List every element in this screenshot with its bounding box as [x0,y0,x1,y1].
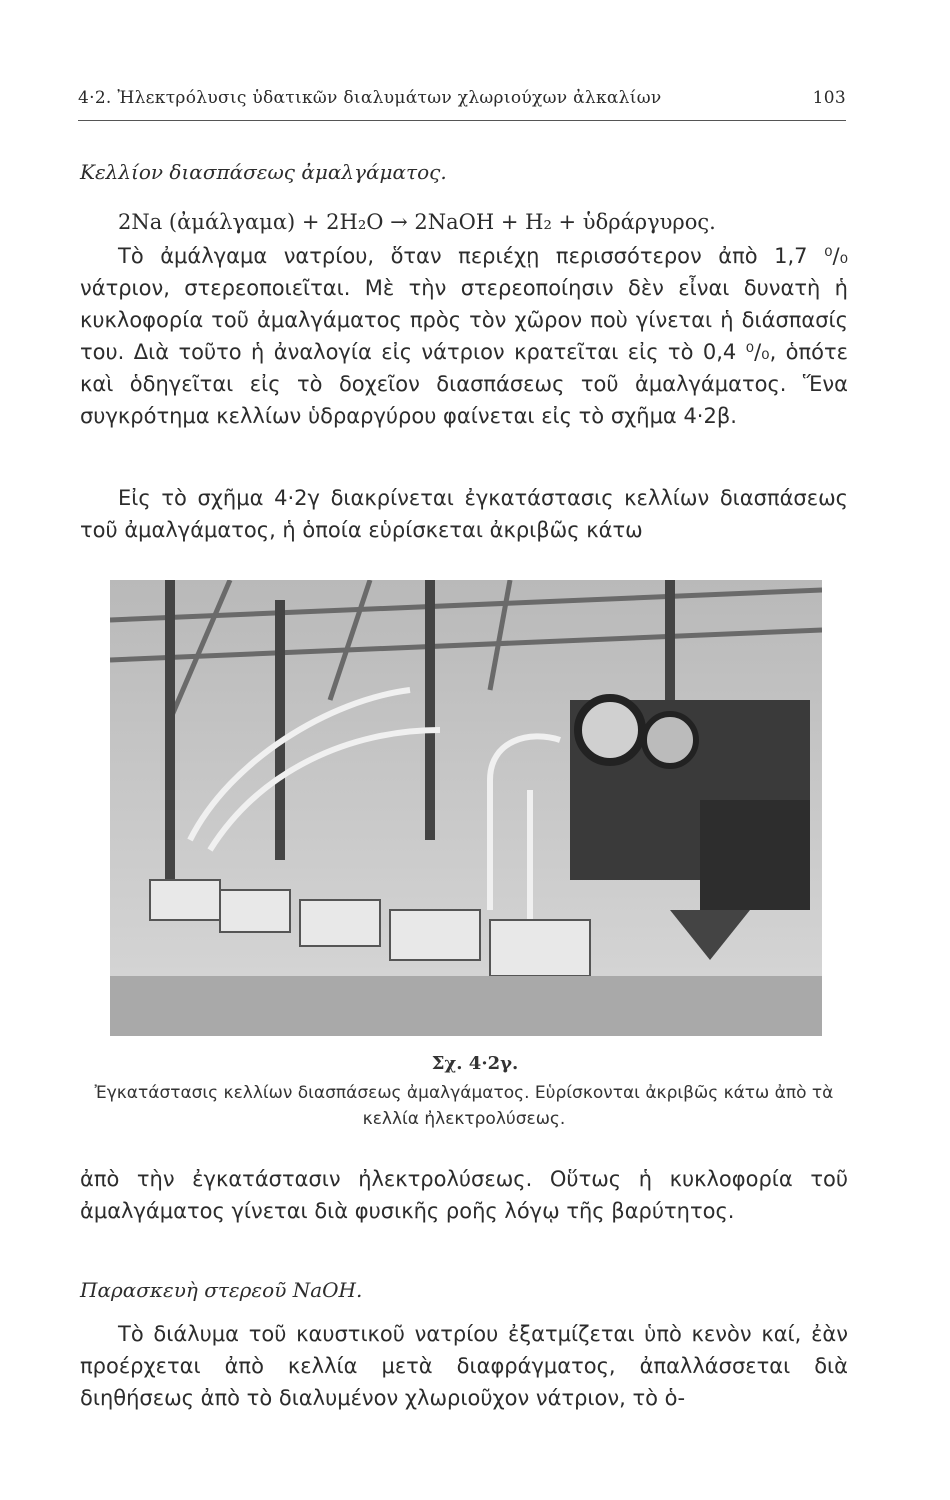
page-number: 103 [812,88,846,108]
figure-number: Σχ. 4·2γ. [431,1053,519,1074]
section-title-solid-naoh: Παρασκευὴ στερεοῦ NaOH. [80,1278,363,1302]
figure-photo-decomposition-cells [110,580,822,1036]
paragraph-figure-ref-text: Εἰς τὸ σχῆμα 4·2γ διακρίνεται ἐγκατάστασις κελλίων διασπάσεως τοῦ ἀμαλγάματος, ἡ ὁποία εὑρίσκεται ἀκριβῶς κάτω [80,486,848,542]
running-title: 4·2. Ἠλεκτρόλυσις ὑδατικῶν διαλυμάτων χλωριούχων ἀλκαλίων [78,88,662,108]
paragraph-figure-ref [80,482,848,546]
paragraph-continuation-text: ἀπὸ τὴν ἐγκατάστασιν ἠλεκτρολύσεως. Οὕτως ἡ κυκλοφορία τοῦ ἀμαλγάματος γίνεται διὰ φυσικῆς ροῆς λόγῳ τῆς βαρύτητος. [80,1167,848,1223]
paragraph-amalgam-text: Τὸ ἀμάλγαμα νατρίου, ὅταν περιέχῃ περισσότερον ἀπὸ 1,7 ⁰/₀ νάτριον, στερεοποιεῖται. Μὲ τὴν στερεοποίησιν δὲν εἶναι δυνατὴ ἡ κυκλοφορία τοῦ ἀμαλγάματος πρὸς τὸν χῶρον ποὺ γίνεται ἡ διάσπασίς του. Διὰ τοῦτο ἡ ἀναλογία εἰς νάτριον κρατεῖται εἰς τὸ 0,4 ⁰/₀, ὁπότε καὶ ὁδηγεῖται εἰς τὸ δοχεῖον διασπάσεως τοῦ ἀμαλγάματος. Ἕνα συγκρότημα κελλίων ὑδραργύρου φαίνεται εἰς τὸ σχῆμα 4·2β. [80,244,848,428]
paragraph-solid-naoh-text: Τὸ διάλυμα τοῦ καυστικοῦ νατρίου ἐξατμίζεται ὑπὸ κενὸν καί, ἐὰν προέρχεται ἀπὸ κελλία μετὰ διαφράγματος, ἀπαλλάσσεται διὰ διηθήσεως ἀπὸ τὸ διαλυμένον χλωριοῦχον νάτριον, τὸ ὁ- [80,1322,848,1410]
paragraph-amalgam [80,240,848,432]
paragraph-solid-naoh [80,1318,848,1414]
figure-caption: Ἐγκατάστασις κελλίων διασπάσεως ἀμαλγάματος. Εὑρίσκονται ἀκριβῶς κάτω ἀπὸ τὰ κελλία ἠλεκτρολύσεως. [94,1083,834,1129]
running-header [78,88,846,108]
reaction-equation: 2Na (ἀμάλγαμα) + 2H₂O → 2NaOH + H₂ + ὑδράργυρος. [118,210,716,234]
paragraph-continuation [80,1163,848,1227]
section-title-cell-decomposition: Κελλίον διασπάσεως ἀμαλγάματος. [80,160,447,184]
header-rule [78,120,846,121]
